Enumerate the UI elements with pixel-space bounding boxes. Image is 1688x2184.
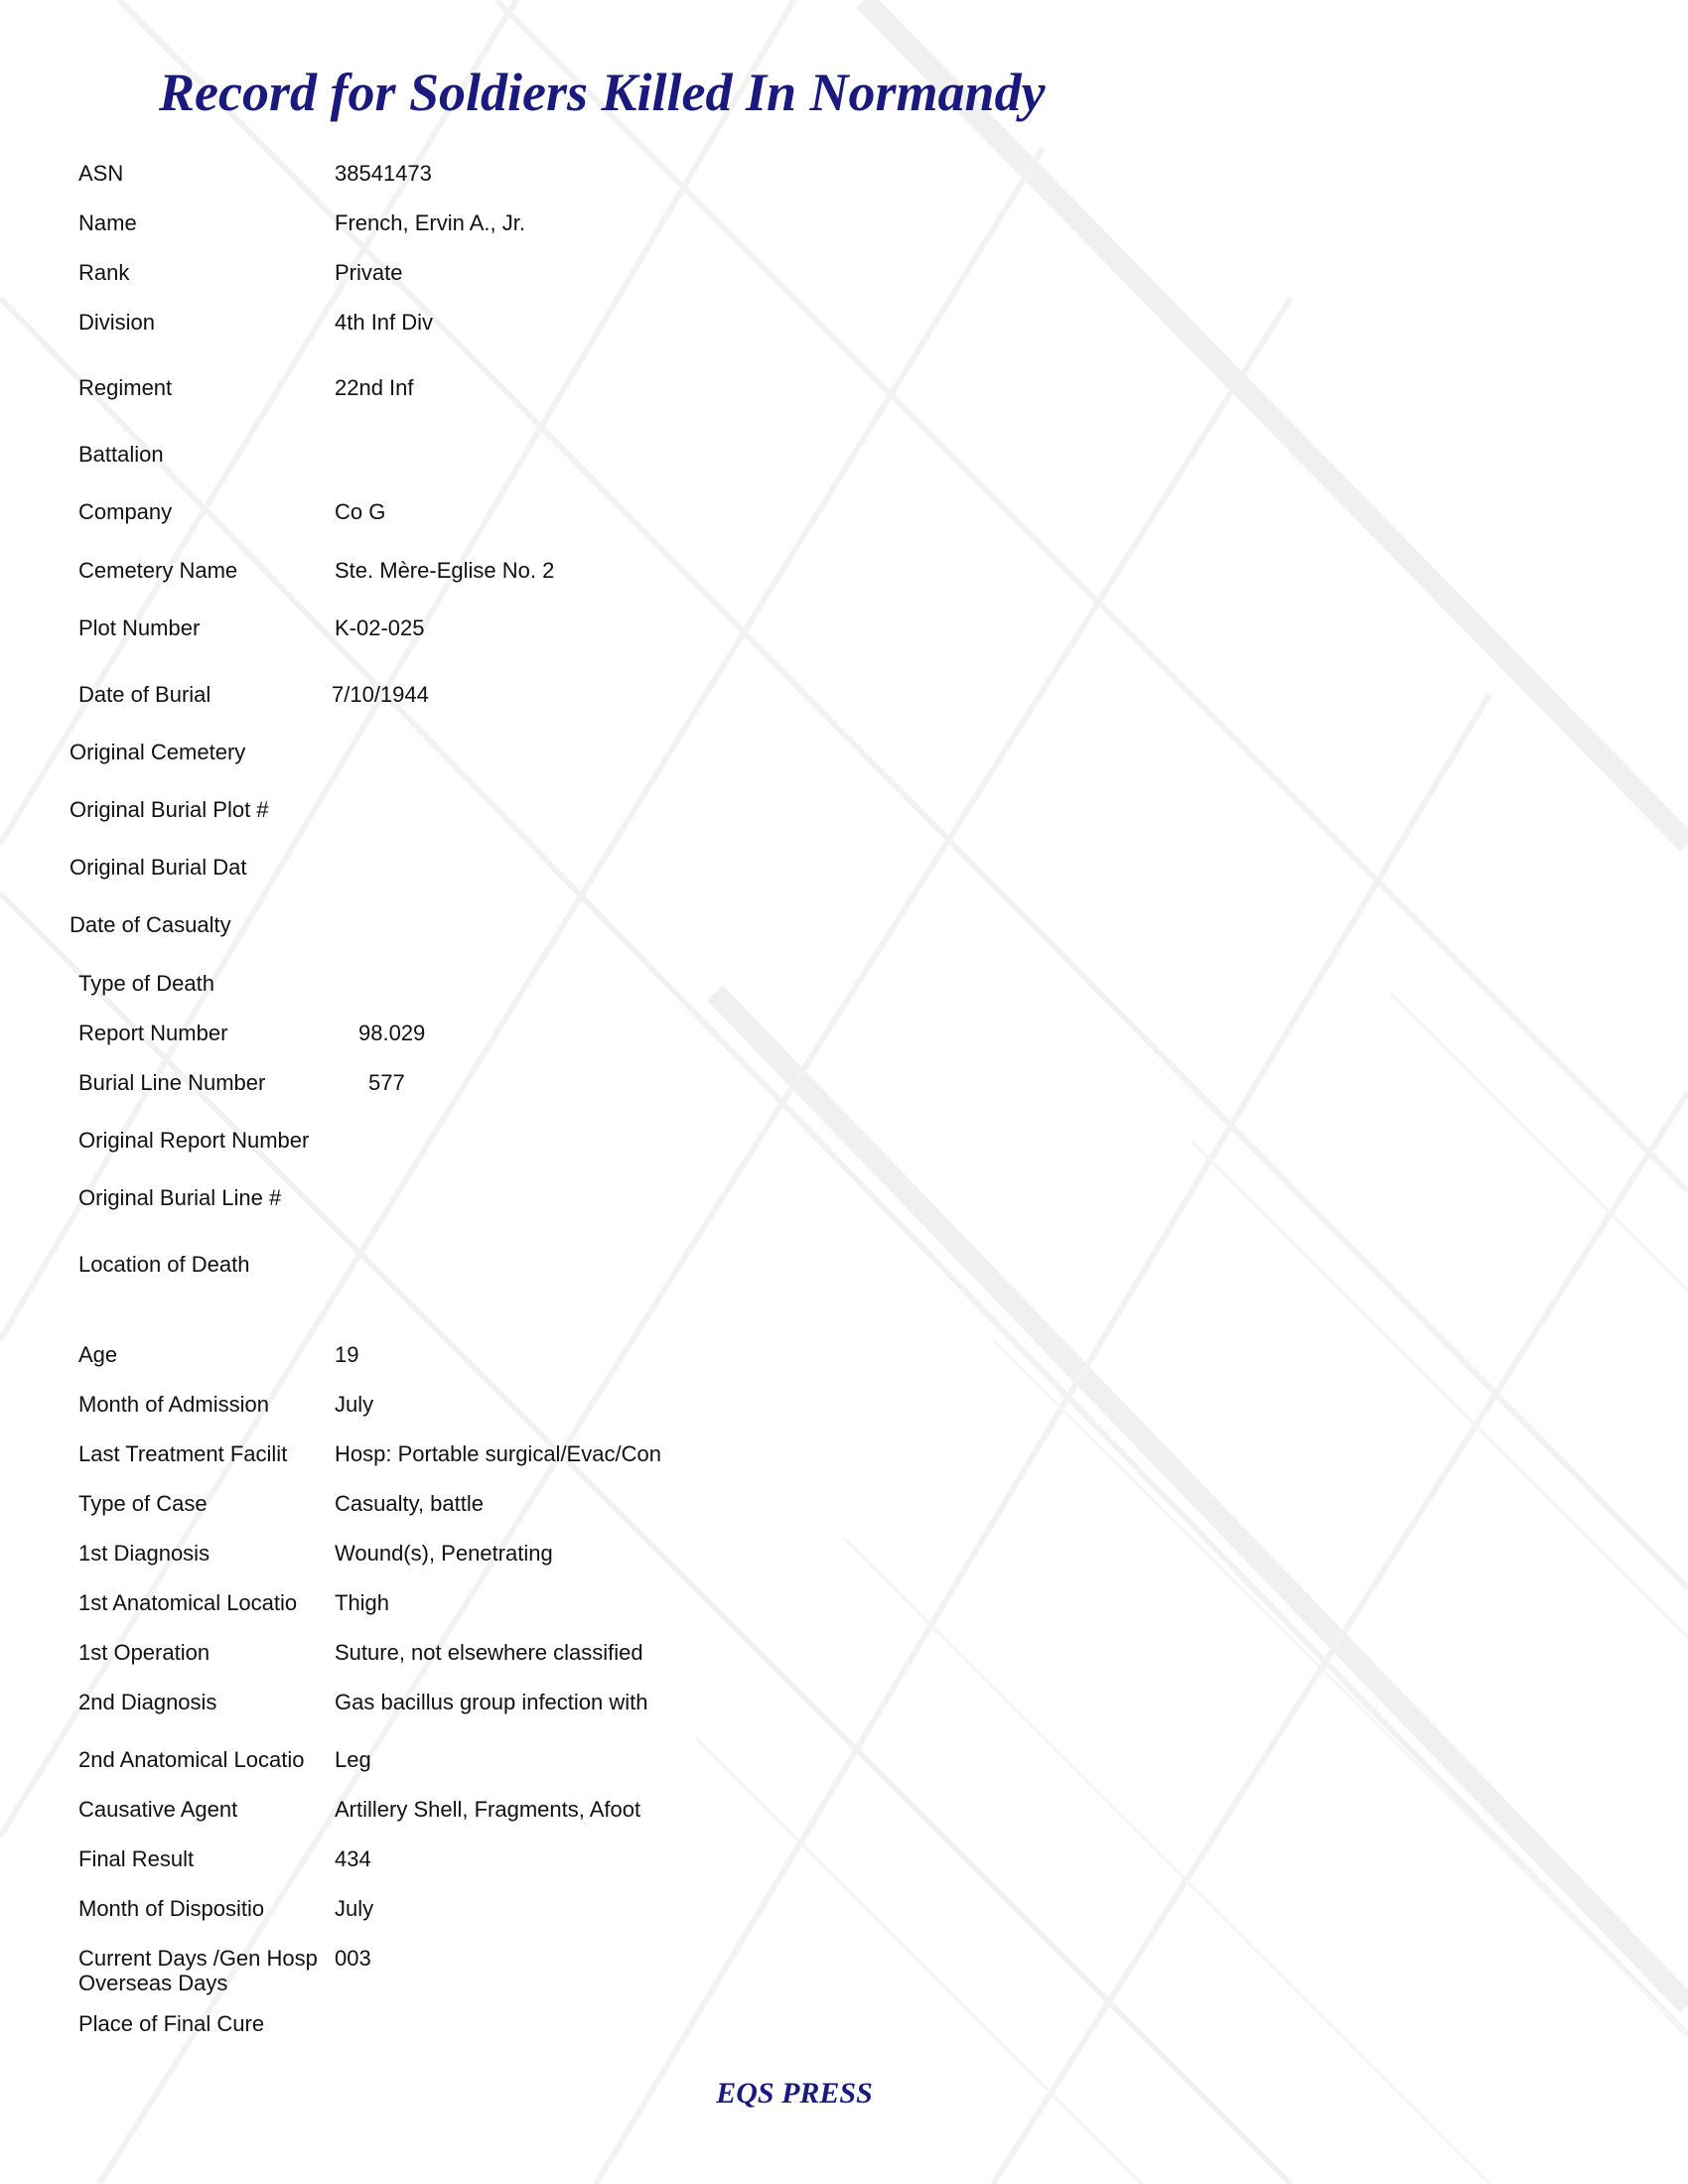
report-number-value: 98.029: [358, 1021, 426, 1045]
first-anatomical-location-value: Thigh: [335, 1590, 390, 1615]
name-label: Name: [78, 210, 137, 235]
last-treatment-facility-label: Last Treatment Facilit: [78, 1441, 288, 1466]
month-of-disposition-value: July: [335, 1896, 374, 1921]
second-diagnosis-label: 2nd Diagnosis: [78, 1690, 217, 1714]
rank-value: Private: [335, 260, 403, 285]
causative-agent-value: Artillery Shell, Fragments, Afoot: [335, 1797, 641, 1822]
first-diagnosis-label: 1st Diagnosis: [78, 1541, 211, 1566]
cemetery-name-value: Ste. Mère-Eglise No. 2: [335, 558, 555, 583]
current-days-gen-hosp-value: 003: [335, 1946, 371, 1971]
age-value: 19: [335, 1342, 359, 1367]
month-of-admission-value: July: [335, 1392, 374, 1417]
month-of-admission-label: Month of Admission: [78, 1392, 269, 1417]
cemetery-name-label: Cemetery Name: [78, 558, 238, 583]
location-of-death-label: Location of Death: [78, 1252, 250, 1277]
division-value: 4th Inf Div: [335, 310, 434, 335]
first-operation-label: 1st Operation: [78, 1640, 211, 1665]
date-of-burial-value: 7/10/1944: [332, 682, 429, 707]
causative-agent-label: Causative Agent: [78, 1797, 238, 1822]
age-label: Age: [78, 1342, 118, 1367]
type-of-death-label: Type of Death: [78, 971, 214, 996]
report-number-label: Report Number: [78, 1021, 228, 1045]
second-anatomical-location-value: Leg: [335, 1747, 371, 1772]
plot-number-value: K-02-025: [335, 615, 425, 640]
month-of-disposition-label: Month of Dispositio: [78, 1896, 265, 1921]
date-of-casualty-label: Date of Casualty: [70, 912, 231, 937]
overseas-days-label: Overseas Days: [78, 1971, 228, 1995]
second-anatomical-location-label: 2nd Anatomical Locatio: [78, 1747, 305, 1772]
original-report-number-label: Original Report Number: [78, 1128, 310, 1153]
burial-line-number-value: 577: [368, 1070, 405, 1095]
original-burial-line-label: Original Burial Line #: [78, 1185, 282, 1210]
place-of-final-cure-label: Place of Final Cure: [78, 2011, 265, 2036]
plot-number-label: Plot Number: [78, 615, 201, 640]
rank-label: Rank: [78, 260, 130, 285]
current-days-gen-hosp-label: Current Days /Gen Hosp: [78, 1946, 318, 1971]
asn-label: ASN: [78, 161, 124, 186]
type-of-case-value: Casualty, battle: [335, 1491, 485, 1516]
company-value: Co G: [335, 499, 386, 524]
first-anatomical-location-label: 1st Anatomical Locatio: [78, 1590, 298, 1615]
battalion-label: Battalion: [78, 442, 164, 467]
last-treatment-facility-value: Hosp: Portable surgical/Evac/Con: [335, 1441, 661, 1466]
division-label: Division: [78, 310, 156, 335]
final-result-label: Final Result: [78, 1846, 195, 1871]
first-operation-value: Suture, not elsewhere classified: [335, 1640, 643, 1665]
type-of-case-label: Type of Case: [78, 1491, 208, 1516]
original-burial-plot-label: Original Burial Plot #: [70, 797, 269, 822]
first-diagnosis-value: Wound(s), Penetrating: [335, 1541, 553, 1566]
publisher-footer: EQS PRESS: [716, 2077, 873, 2110]
final-result-value: 434: [335, 1846, 371, 1871]
regiment-value: 22nd Inf: [335, 375, 414, 400]
asn-value: 38541473: [335, 161, 432, 186]
burial-line-number-label: Burial Line Number: [78, 1070, 266, 1095]
second-diagnosis-value: Gas bacillus group infection with: [335, 1690, 648, 1714]
page-title: Record for Soldiers Killed In Normandy: [159, 63, 1046, 122]
date-of-burial-label: Date of Burial: [78, 682, 211, 707]
regiment-label: Regiment: [78, 375, 173, 400]
company-label: Company: [78, 499, 173, 524]
original-burial-date-label: Original Burial Dat: [70, 855, 247, 880]
original-cemetery-label: Original Cemetery: [70, 740, 246, 764]
name-value: French, Ervin A., Jr.: [335, 210, 525, 235]
